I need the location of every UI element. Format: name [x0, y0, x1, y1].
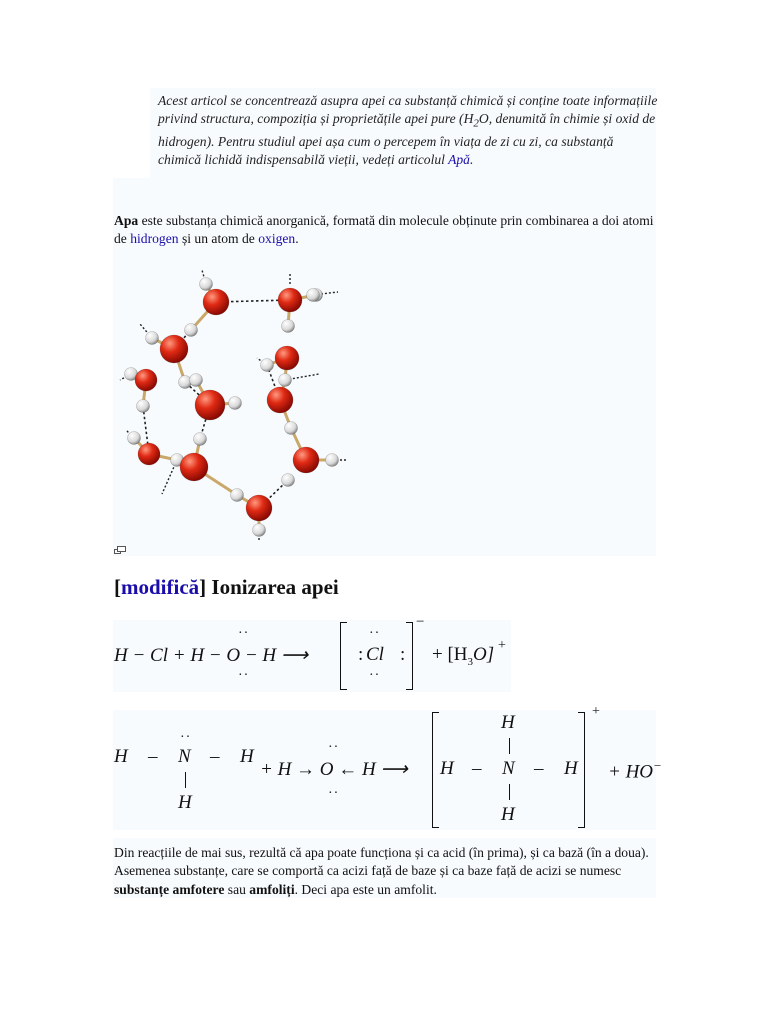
eq2-plus: + [592, 704, 600, 719]
eq2-dash1: – [148, 746, 158, 767]
eq2-b-h-top: H [501, 712, 515, 733]
amfoter-paragraph [114, 844, 659, 899]
eq2-b-h-right: H [564, 758, 578, 779]
oxygen-atom [203, 289, 229, 315]
eq1-lhs: H − Cl + H − O − H ⟶ [114, 645, 309, 666]
eq2-b-bond-bottom [509, 784, 510, 800]
oxygen-atom [135, 369, 157, 391]
eq2-o-dots-top: ·· [328, 740, 340, 755]
eq2-rhs-text: + HO [608, 761, 654, 783]
hydrogen-atom [253, 524, 266, 537]
eq2-b-n: N [502, 758, 515, 779]
eq1-rhs-text: + [H [432, 644, 468, 665]
hydrogen-atom [285, 422, 298, 435]
intro-bold-term: Apa [114, 213, 139, 228]
eq1-cl: Cl [366, 644, 384, 665]
equation-ammonia-water [114, 704, 674, 830]
eq1-colon-left: : [358, 644, 364, 665]
heading-bracket-close: ] [199, 575, 207, 599]
intro-text-2: și un atom de [178, 231, 259, 247]
water-molecule-cluster-image[interactable] [114, 262, 354, 547]
oxygen-atom [267, 387, 293, 413]
hydrogen-atom [279, 374, 292, 387]
hydrogen-atom [190, 374, 203, 387]
hydrogen-atom [231, 489, 244, 502]
eq2-h-bottom: H [178, 792, 192, 813]
equation-hcl-water [114, 614, 514, 692]
oxygen-atom [180, 453, 208, 481]
oxygen-atom [275, 346, 299, 370]
hydrogen-atom [261, 359, 274, 372]
hydrogen-atom [185, 324, 198, 337]
hydrogen-atom [282, 474, 295, 487]
eq2-b-dash2: – [534, 758, 544, 779]
eq2-dash2: – [210, 746, 220, 767]
oxygen-atom [278, 288, 302, 312]
eq1-colon-right: : [400, 644, 406, 665]
intro-text-3: . [295, 231, 299, 247]
eq1-minus: − [416, 614, 425, 630]
hydrogen-atom [229, 397, 242, 410]
eq1-cl-top-dots: ·· [369, 626, 381, 641]
hydrogen-atom [194, 433, 207, 446]
eq1-bracket-left [340, 622, 347, 690]
eq2-rhs [608, 758, 662, 783]
eq2-n: N [178, 746, 191, 767]
hydrogen-atom [146, 332, 159, 345]
outro-text-2: sau [224, 881, 250, 897]
intro-paragraph [114, 212, 659, 249]
hydrogen-atom [307, 289, 320, 302]
eq2-h2: H [240, 746, 254, 767]
outro-text-3: . Deci apa este un amfolit. [294, 881, 437, 897]
eq1-rhs-end: O] [473, 644, 495, 665]
eq2-n-dots: ·· [180, 730, 192, 745]
hatnote-text-2: O, denumită în chimie și oxid de hidrogen). Pentru studiul apei așa cum o percepem în viața de zi cu zi, ca substanță chimică lichidă indispensabilă vieții, vedeți articolul [158, 111, 656, 168]
eq2-b-h-bottom: H [501, 804, 515, 825]
eq1-rhs-sub: 3 [467, 655, 474, 668]
enlarge-icon[interactable] [114, 546, 126, 554]
outro-text-1: Din reacțiile de mai sus, rezultă că apa poate funcționa și ca acid (în prima), și ca bază (în a doua). Asemenea substanțe, care se comportă ca acizi față de baze și ca baze față de acizi se numesc [114, 845, 649, 879]
hydrogen-atom [200, 278, 213, 291]
eq2-b-dash1: – [472, 758, 482, 779]
hydrogen-atom [326, 454, 339, 467]
hydrogen-atom [137, 400, 150, 413]
eq1-cl-bottom-dots: ·· [369, 668, 381, 683]
eq2-mid: + H → O ← H ⟶ [260, 759, 408, 780]
eq1-plus: + [498, 638, 506, 653]
hatnote [158, 92, 658, 170]
hydrogen-atom [282, 320, 295, 333]
hydrogen-atom [128, 432, 141, 445]
heading-bracket-open: [ [114, 575, 121, 599]
intro-text-1: este substanța chimică anorganică, formată din molecule obținute prin combinarea a doi atomi de [114, 213, 654, 247]
eq2-bracket-left [432, 712, 439, 828]
apa-article-link[interactable]: Apă [448, 152, 470, 168]
hatnote-end: . [469, 152, 474, 168]
eq1-o-top-dots: ·· [238, 626, 250, 641]
eq2-bracket-right [578, 712, 585, 828]
section-heading [114, 575, 339, 600]
oxygen-atom [246, 495, 272, 521]
eq2-n-bond [185, 772, 186, 788]
oxygen-atom [138, 443, 160, 465]
eq1-o-bottom-dots: ·· [238, 668, 250, 683]
eq1-rhs [432, 644, 494, 668]
eq2-b-bond-top [509, 738, 510, 754]
section-title: Ionizarea apei [211, 575, 339, 599]
oxygen-link[interactable]: oxigen [258, 231, 296, 247]
edit-section-link[interactable]: modifică [121, 575, 200, 599]
oxygen-atom [293, 447, 319, 473]
eq2-h1: H [114, 746, 128, 767]
oxygen-atom [160, 335, 188, 363]
oxygen-atom [195, 390, 225, 420]
outro-bold-1: substanțe amfotere [114, 881, 225, 897]
outro-bold-2: amfoliți [249, 881, 295, 897]
eq2-o-dots-bottom: ·· [328, 786, 340, 801]
hatnote-subscript: 2 [473, 117, 479, 130]
hydrogen-link[interactable]: hidrogen [130, 231, 179, 247]
eq2-b-h-left: H [440, 758, 454, 779]
eq1-bracket-right [406, 622, 413, 690]
hatnote-text: Acest articol se concentrează asupra apei ca substanță chimică și conține toate informațiile privind structura, compoziția și proprietățile apei pure (H [158, 93, 658, 127]
eq2-rhs-sup: − [653, 758, 662, 773]
